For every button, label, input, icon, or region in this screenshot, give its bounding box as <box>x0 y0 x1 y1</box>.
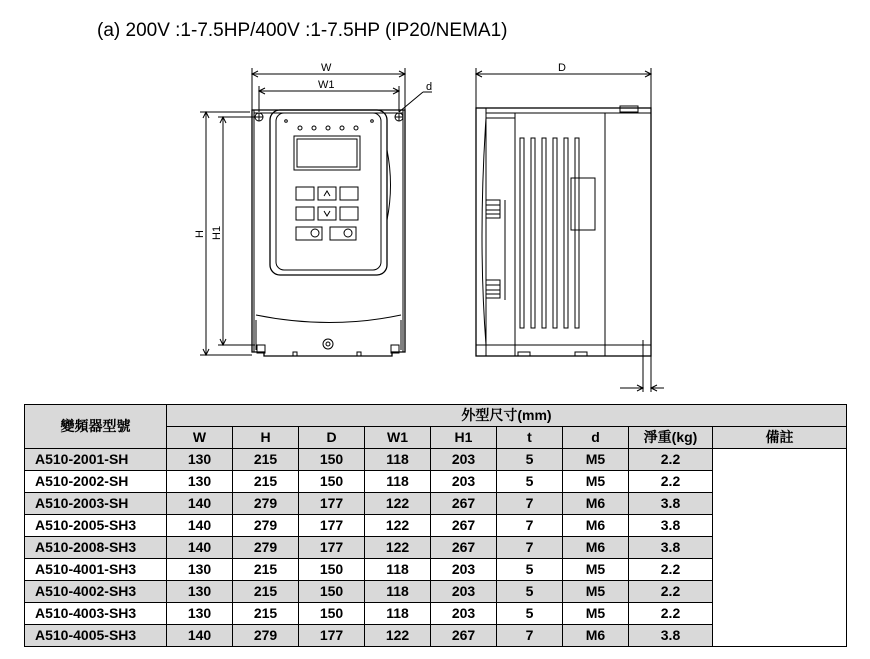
value-cell: 150 <box>299 471 365 493</box>
value-cell: 130 <box>167 603 233 625</box>
value-cell: 7 <box>497 515 563 537</box>
value-cell: 118 <box>365 559 431 581</box>
column-header-w: W <box>167 427 233 449</box>
value-cell: 2.2 <box>629 603 713 625</box>
value-cell: 140 <box>167 515 233 537</box>
value-cell: 215 <box>233 471 299 493</box>
value-cell: M5 <box>563 603 629 625</box>
value-cell: M5 <box>563 471 629 493</box>
remarks-cell <box>713 449 847 647</box>
value-cell: 5 <box>497 603 563 625</box>
value-cell: 3.8 <box>629 625 713 647</box>
dim-label-h1: H1 <box>211 225 223 240</box>
model-cell: A510-2001-SH <box>25 449 167 471</box>
column-header-weight: 淨重(kg) <box>629 427 713 449</box>
value-cell: 5 <box>497 581 563 603</box>
dim-label-h: H <box>194 230 206 238</box>
value-cell: 177 <box>299 625 365 647</box>
value-cell: 2.2 <box>629 471 713 493</box>
value-cell: 130 <box>167 471 233 493</box>
dimension-spec-table <box>24 404 847 647</box>
value-cell: 122 <box>365 515 431 537</box>
value-cell: 122 <box>365 625 431 647</box>
value-cell: M6 <box>563 625 629 647</box>
value-cell: 177 <box>299 537 365 559</box>
column-header-h1: H1 <box>431 427 497 449</box>
value-cell: 3.8 <box>629 537 713 559</box>
value-cell: M5 <box>563 581 629 603</box>
value-cell: 267 <box>431 537 497 559</box>
value-cell: 118 <box>365 449 431 471</box>
value-cell: 7 <box>497 537 563 559</box>
value-cell: 203 <box>431 581 497 603</box>
value-cell: M6 <box>563 537 629 559</box>
dim-label-depth: D <box>558 62 566 74</box>
value-cell: 150 <box>299 581 365 603</box>
model-column-header: 變頻器型號 <box>25 405 167 449</box>
value-cell: 5 <box>497 449 563 471</box>
value-cell: 279 <box>233 537 299 559</box>
value-cell: 140 <box>167 493 233 515</box>
value-cell: 130 <box>167 559 233 581</box>
value-cell: 279 <box>233 493 299 515</box>
table-body <box>25 449 847 647</box>
model-cell: A510-2008-SH3 <box>25 537 167 559</box>
table-row <box>25 449 847 471</box>
column-header-remarks: 備註 <box>713 427 847 449</box>
value-cell: 177 <box>299 493 365 515</box>
dim-label-d: d <box>426 81 433 93</box>
dimension-group-header: 外型尺寸(mm) <box>167 405 847 427</box>
value-cell: 267 <box>431 515 497 537</box>
value-cell: 267 <box>431 625 497 647</box>
value-cell: 5 <box>497 471 563 493</box>
value-cell: 130 <box>167 449 233 471</box>
column-header-h: H <box>233 427 299 449</box>
value-cell: 5 <box>497 559 563 581</box>
dim-label-w1: W1 <box>318 79 335 91</box>
value-cell: 2.2 <box>629 581 713 603</box>
page-heading: (a) 200V :1-7.5HP/400V :1-7.5HP (IP20/NEMA1) <box>97 20 508 41</box>
value-cell: M5 <box>563 559 629 581</box>
value-cell: 215 <box>233 559 299 581</box>
model-cell: A510-2002-SH <box>25 471 167 493</box>
value-cell: 7 <box>497 493 563 515</box>
model-cell: A510-4005-SH3 <box>25 625 167 647</box>
value-cell: 177 <box>299 515 365 537</box>
value-cell: 3.8 <box>629 493 713 515</box>
value-cell: 203 <box>431 603 497 625</box>
value-cell: 203 <box>431 471 497 493</box>
model-cell: A510-4001-SH3 <box>25 559 167 581</box>
column-header-t: t <box>497 427 563 449</box>
value-cell: 279 <box>233 515 299 537</box>
value-cell: M6 <box>563 515 629 537</box>
value-cell: 215 <box>233 449 299 471</box>
value-cell: 118 <box>365 603 431 625</box>
model-cell: A510-4003-SH3 <box>25 603 167 625</box>
value-cell: 150 <box>299 449 365 471</box>
column-header-w1: W1 <box>365 427 431 449</box>
side-view <box>476 68 664 392</box>
value-cell: 150 <box>299 603 365 625</box>
model-cell: A510-4002-SH3 <box>25 581 167 603</box>
value-cell: M5 <box>563 449 629 471</box>
value-cell: 203 <box>431 449 497 471</box>
value-cell: 118 <box>365 471 431 493</box>
model-cell: A510-2005-SH3 <box>25 515 167 537</box>
model-cell: A510-2003-SH <box>25 493 167 515</box>
value-cell: 2.2 <box>629 449 713 471</box>
value-cell: 118 <box>365 581 431 603</box>
front-view <box>200 68 432 356</box>
value-cell: 215 <box>233 581 299 603</box>
value-cell: M6 <box>563 493 629 515</box>
value-cell: 122 <box>365 493 431 515</box>
value-cell: 2.2 <box>629 559 713 581</box>
value-cell: 3.8 <box>629 515 713 537</box>
value-cell: 140 <box>167 537 233 559</box>
column-header-d: D <box>299 427 365 449</box>
dim-label-w: W <box>321 62 332 74</box>
column-header-bolt: d <box>563 427 629 449</box>
value-cell: 267 <box>431 493 497 515</box>
value-cell: 140 <box>167 625 233 647</box>
value-cell: 130 <box>167 581 233 603</box>
value-cell: 7 <box>497 625 563 647</box>
value-cell: 122 <box>365 537 431 559</box>
value-cell: 215 <box>233 603 299 625</box>
value-cell: 203 <box>431 559 497 581</box>
value-cell: 150 <box>299 559 365 581</box>
value-cell: 279 <box>233 625 299 647</box>
